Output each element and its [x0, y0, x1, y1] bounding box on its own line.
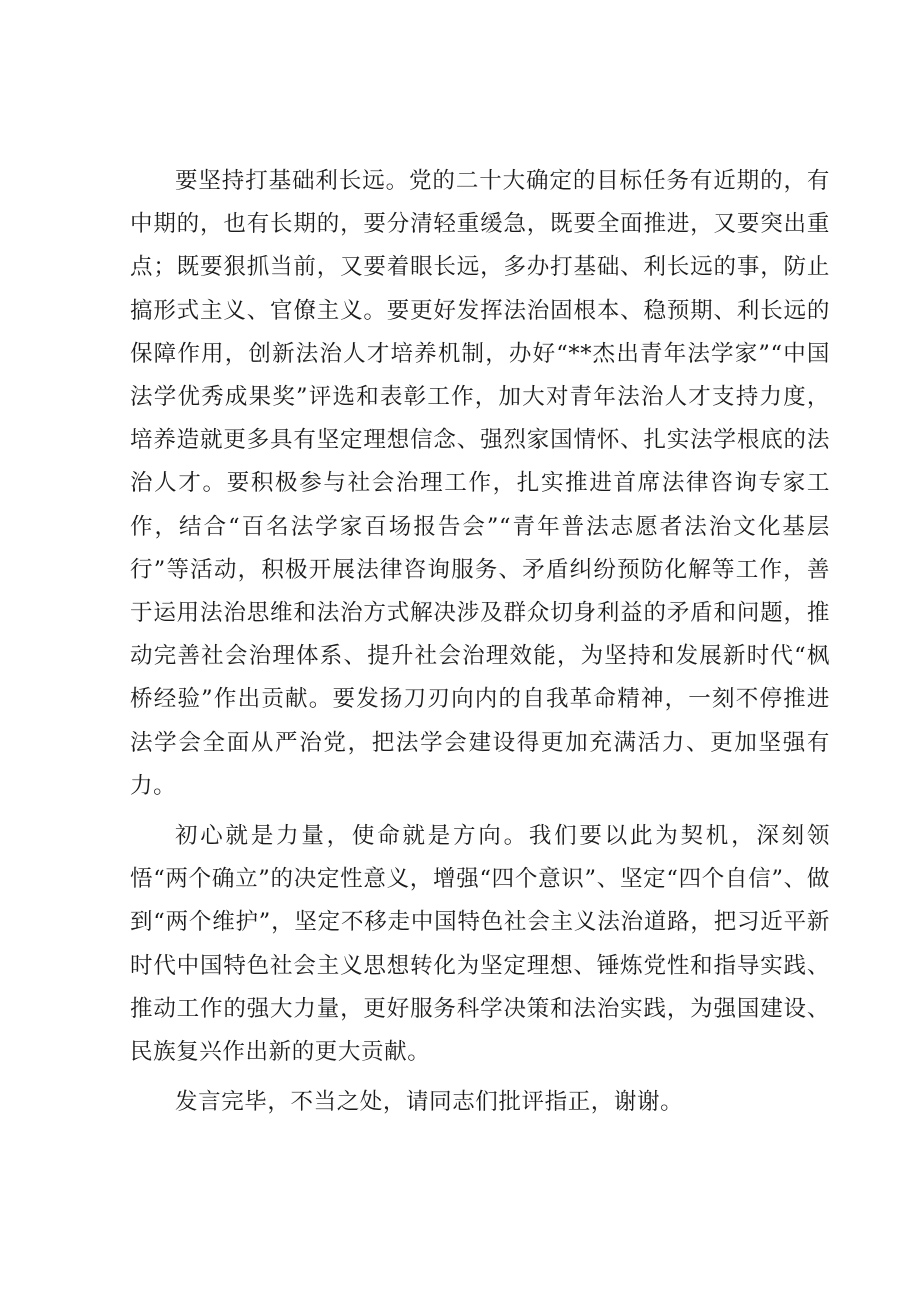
paragraph-closing-remarks: 发言完毕，不当之处，请同志们批评指正，谢谢。 [175, 1089, 684, 1116]
paragraph-original-mission: 初心就是力量，使命就是方向。我们要以此为契机，深刻领悟“两个确立”的决定性意义，增强“四个意识”、坚定“四个自信”、做到“两个维护”，坚定不移走中国特色社会主义法治道路，把习近平新时代中国特色社会主义思想转化为坚定理想、锤炼党性和指导实践、推动工作的强大力量，更好服务科学决策和法治实践，为强国建设、民族复兴作出新的更大贡献。 [130, 823, 830, 1066]
document-body [130, 160, 830, 1124]
paragraph-long-term-foundation: 要坚持打基础利长远。党的二十大确定的目标任务有近期的，有中期的，也有长期的，要分清轻重缓急，既要全面推进，又要突出重点；既要狠抓当前，又要着眼长远，多办打基础、利长远的事，防止搞形式主义、官僚主义。要更好发挥法治固根本、稳预期、利长远的保障作用，创新法治人才培养机制，办好“**杰出青年法学家”“中国法学优秀成果奖”评选和表彰工作，加大对青年法治人才支持力度，培养造就更多具有坚定理想信念、强烈家国情怀、扎实法学根底的法治人才。要积极参与社会治理工作，扎实推进首席法律咨询专家工作，结合“百名法学家百场报告会”“青年普法志愿者法治文化基层行”等活动，积极开展法律咨询服务、矛盾纠纷预防化解等工作，善于运用法治思维和法治方式解决涉及群众切身利益的矛盾和问题，推动完善社会治理体系、提升社会治理效能，为坚持和发展新时代“枫桥经验”作出贡献。要发扬刀刃向内的自我革命精神，一刻不停推进法学会全面从严治党，把法学会建设得更加充满活力、更加坚强有力。 [130, 168, 830, 799]
